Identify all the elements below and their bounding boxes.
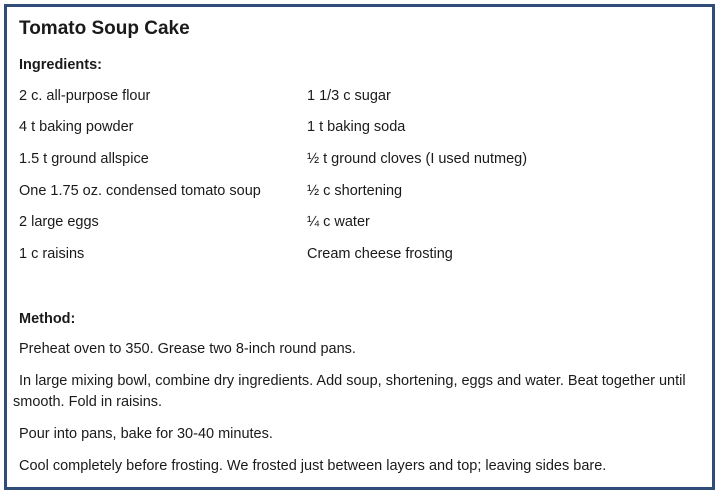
ingredient-item: ¼ c water	[307, 214, 370, 230]
ingredient-row	[19, 149, 699, 169]
recipe-card	[4, 4, 715, 490]
ingredient-item: Cream cheese frosting	[307, 246, 453, 262]
ingredient-row	[19, 212, 699, 232]
ingredient-item: 1 c raisins	[19, 246, 85, 262]
ingredient-row	[19, 244, 699, 264]
ingredient-item: 2 large eggs	[19, 214, 99, 230]
ingredient-row	[19, 181, 699, 201]
method-step: Preheat oven to 350. Grease two 8-inch round pans.	[19, 341, 356, 357]
method-step: Cool completely before frosting. We frosted just between layers and top; leaving sides bare.	[19, 458, 607, 474]
ingredient-item: 1 1/3 c sugar	[307, 88, 391, 104]
ingredients-heading: Ingredients:	[19, 57, 102, 73]
ingredient-item: ½ c shortening	[307, 183, 403, 199]
ingredient-item: 2 c. all-purpose flour	[19, 88, 151, 104]
method-step: Pour into pans, bake for 30-40 minutes.	[19, 426, 273, 442]
ingredient-item: ½ t ground cloves (I used nutmeg)	[307, 151, 528, 167]
recipe-title: Tomato Soup Cake	[19, 18, 190, 39]
ingredient-item: 4 t baking powder	[19, 119, 134, 135]
ingredient-row	[19, 117, 699, 137]
method-step: In large mixing bowl, combine dry ingredients. Add soup, shortening, eggs and water. Beat together until smooth. Fold in raisins.	[13, 373, 686, 410]
ingredient-item: 1.5 t ground allspice	[19, 151, 149, 167]
ingredient-item: One 1.75 oz. condensed tomato soup	[19, 183, 261, 199]
ingredient-item: 1 t baking soda	[307, 119, 406, 135]
ingredient-row	[19, 86, 699, 106]
method-heading: Method:	[19, 311, 76, 327]
